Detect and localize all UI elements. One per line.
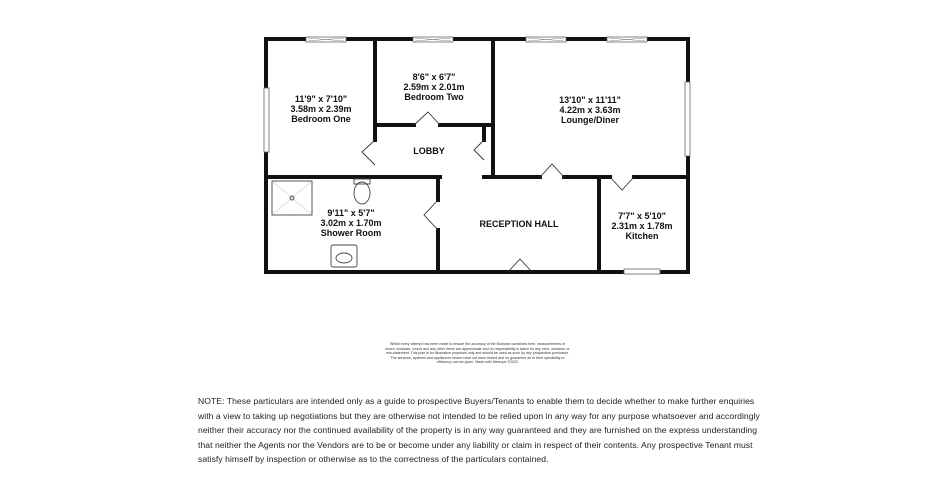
shower-metric: 3.02m x 1.70m (320, 218, 382, 228)
bedroom-two-metric: 2.59m x 2.01m (403, 82, 465, 92)
basin-bowl (336, 253, 352, 263)
shower-imperial: 9'11" x 5'7" (327, 208, 375, 218)
bedroom-one-metric: 3.58m x 2.39m (290, 104, 352, 114)
label-bedroom-two (394, 72, 474, 102)
lobby-name: LOBBY (413, 146, 445, 156)
door-bedroom-one (362, 140, 375, 165)
lounge-name: Lounge/Diner (561, 115, 619, 125)
door-lounge (540, 164, 564, 177)
basin (331, 245, 357, 267)
label-lounge (547, 95, 633, 125)
toilet-cistern (354, 179, 370, 184)
label-kitchen (604, 211, 680, 241)
kitchen-metric: 2.31m x 1.78m (611, 221, 673, 231)
door-lobby-closet (474, 140, 484, 160)
door-bedroom-two (414, 112, 440, 125)
lounge-metric: 4.22m x 3.63m (559, 105, 621, 115)
door-shower (424, 200, 438, 230)
bedroom-two-imperial: 8'6" x 6'7" (412, 72, 456, 82)
particulars-note: NOTE: These particulars are intended only as a guide to prospective Buyers/Tenants to enable them to decide whether to make further enquiries with a view to taking up negotiations but they are otherwise not intended to be relied upon in any way for any purpose whatsoever and accordingly neither their accuracy nor the continued availability of the property is in any way guaranteed and they are furnished on the express understanding that neither the Agents nor the Vendors are to be or become under any liability or claim in respect of their contents. Any prospective Tenant must satisfy himself by inspection or otherwise as to the correctness of the particulars contained. (198, 396, 760, 464)
window-kitchen (624, 269, 660, 274)
window-lounge-side (685, 82, 690, 156)
label-shower (311, 208, 391, 238)
kitchen-name: Kitchen (625, 231, 659, 241)
toilet-bowl (354, 182, 370, 204)
floorplan-disclaimer: Whilst every attempt has been made to ensure the accuracy of the floorplan contained here, measurements of doors, windows, rooms and any other items are approximate and no responsibility is taken for any error, omission or mis-statement. This plan is for illustrative purposes only and should be used as such by any prospective purchaser. The services, systems and appliances shown have not been tested and no guarantee as to their operability or efficiency can be given. Made with Metropix ©2023 (385, 342, 570, 365)
bedroom-one-name: Bedroom One (291, 114, 351, 124)
lounge-imperial: 13'10" x 11'11" (559, 95, 621, 105)
shower-name: Shower Room (320, 228, 382, 238)
kitchen-imperial: 7'7" x 5'10" (618, 211, 666, 221)
window-bedroom-one-side (264, 88, 269, 152)
label-reception (473, 219, 565, 229)
doors (362, 112, 634, 272)
bedroom-two-name: Bedroom Two (404, 92, 464, 102)
label-bedroom-one (281, 94, 361, 124)
reception-name: RECEPTION HALL (479, 219, 559, 229)
door-kitchen (610, 177, 634, 190)
bedroom-one-imperial: 11'9" x 7'10" (294, 94, 348, 104)
label-lobby (404, 146, 454, 156)
